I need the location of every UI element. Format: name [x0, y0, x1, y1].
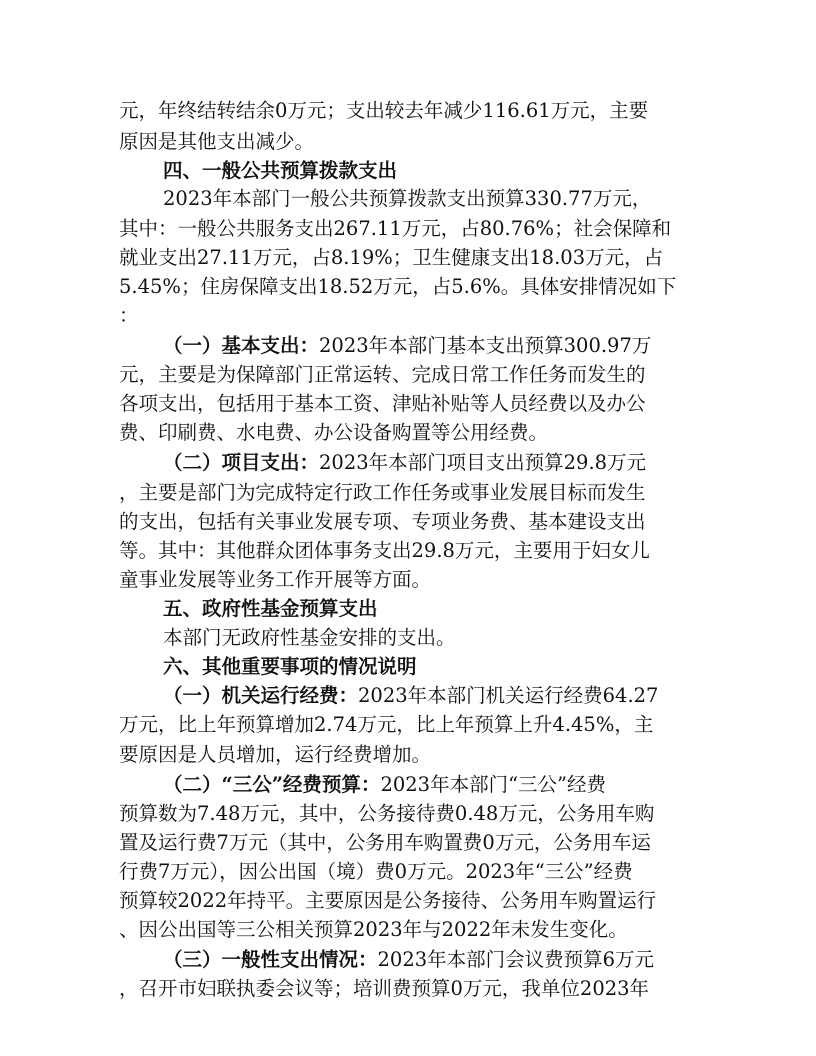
body-text: ，主要是部门为完成特定行政工作任务或事业发展目标而发生: [119, 481, 646, 504]
text-line: [119, 886, 796, 916]
heading-text: （一）基本支出：: [163, 334, 320, 357]
text-line: [163, 156, 796, 186]
body-text: 其中：一般公共服务支出267.11万元，占80.76%；社会保障和: [119, 217, 672, 240]
text-line: [163, 184, 796, 214]
body-text: ，召开市妇联执委会议等；培训费预算0万元，我单位2023年: [119, 977, 650, 1000]
text-line: [163, 652, 796, 682]
text-line: [163, 681, 796, 711]
body-text: 等。其中：其他群众团体事务支出29.8万元，主要用于妇女儿: [119, 539, 650, 562]
text-line: [163, 331, 796, 361]
body-text: 本部门无政府性基金安排的支出。: [163, 626, 456, 649]
text-line: [163, 594, 796, 624]
body-text: 就业支出27.11万元，占8.19%；卫生健康支出18.03万元，占: [119, 246, 664, 269]
body-text: 原因是其他支出减少。: [119, 130, 315, 153]
body-text: 要原因是人员增加，运行经费增加。: [119, 743, 432, 766]
text-line: [119, 799, 796, 829]
body-text: 的支出，包括有关事业发展专项、专项业务费、基本建设支出: [119, 510, 646, 533]
heading-text: 四、一般公共预算拨款支出: [163, 159, 398, 182]
text-line: [163, 770, 796, 800]
body-text: 预算较2022年持平。主要原因是公务接待、公务用车购置运行: [119, 889, 657, 912]
text-line: [119, 857, 796, 887]
body-text: ：: [119, 304, 139, 327]
text-line: [119, 565, 796, 595]
text-line: [119, 507, 796, 537]
heading-text: （二）“三公”经费预算：: [163, 773, 381, 796]
text-line: [163, 448, 796, 478]
heading-text: （二）项目支出：: [163, 451, 320, 474]
body-text: 5.45%；住房保障支出18.52万元，占5.6%。具体安排情况如下: [119, 275, 677, 298]
body-text: 童事业发展等业务工作开展等方面。: [119, 568, 432, 591]
text-line: [163, 945, 796, 975]
body-text: 元，年终结转结余0万元；支出较去年减少116.61万元，主要: [119, 99, 649, 122]
body-text: 、因公出国等三公相关预算2023年与2022年未发生变化。: [119, 918, 628, 941]
text-line: [119, 272, 796, 302]
text-line: [119, 536, 796, 566]
text-line: [119, 96, 796, 126]
heading-text: （三）一般性支出情况：: [163, 948, 378, 971]
text-line: [119, 828, 796, 858]
text-line: [119, 360, 796, 390]
body-text: 2023年本部门会议费预算6万元: [377, 948, 655, 971]
body-text: 元，主要是为保障部门正常运转、完成日常工作任务而发生的: [119, 363, 646, 386]
body-text: 置及运行费7万元（其中，公务用车购置费0万元，公务用车运: [119, 831, 651, 854]
body-text: 2023年本部门项目支出预算29.8万元: [319, 451, 647, 474]
text-line: [119, 740, 796, 770]
body-text: 2023年本部门“三公”经费: [380, 773, 607, 796]
body-text: 2023年本部门一般公共预算拨款支出预算330.77万元，: [163, 187, 652, 210]
text-line: [119, 710, 796, 740]
heading-text: 六、其他重要事项的情况说明: [163, 655, 417, 678]
text-line: [119, 389, 796, 419]
heading-text: （一）机关运行经费：: [163, 684, 359, 707]
text-line: [119, 974, 796, 1004]
text-line: [119, 127, 796, 157]
body-text: 各项支出，包括用于基本工资、津贴补贴等人员经费以及办公: [119, 392, 646, 415]
text-line: [119, 243, 796, 273]
body-text: 行费7万元），因公出国（境）费0万元。2023年“三公”经费: [119, 860, 633, 883]
text-line: [119, 915, 796, 945]
text-line: [119, 301, 796, 331]
text-line: [119, 214, 796, 244]
body-text: 2023年本部门基本支出预算300.97万: [319, 334, 652, 357]
body-text: 2023年本部门机关运行经费64.27: [358, 684, 659, 707]
text-line: [119, 478, 796, 508]
heading-text: 五、政府性基金预算支出: [163, 597, 378, 620]
text-line: [163, 623, 796, 653]
body-text: 万元，比上年预算增加2.74万元，比上年预算上升4.45%，主: [119, 713, 654, 736]
body-text: 费、印刷费、水电费、办公设备购置等公用经费。: [119, 421, 549, 444]
body-text: 预算数为7.48万元，其中，公务接待费0.48万元，公务用车购: [119, 802, 655, 825]
text-line: [119, 418, 796, 448]
